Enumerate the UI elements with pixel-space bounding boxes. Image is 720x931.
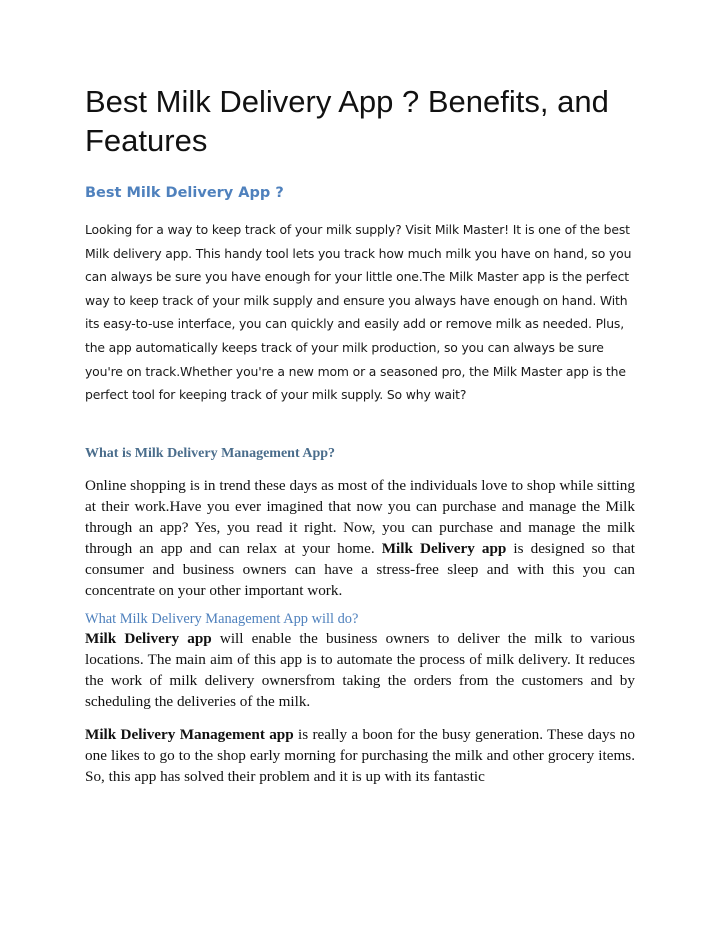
body-text: is designed so that consumer and business owners can have a stress-free sleep and with this you can concentrate on your other important work.: [85, 539, 635, 599]
section-heading-will-do: What Milk Delivery Management App will do?: [85, 610, 359, 627]
page-title: Best Milk Delivery App ? Benefits, and Features: [85, 84, 609, 158]
section-body-boon: [85, 724, 635, 787]
bold-term-milk-delivery-app: Milk Delivery app: [381, 539, 507, 557]
body-text: is really a boon for the busy generation. These days no one likes to go to the shop early morning for purchasing the milk and other grocery items. So, this app has solved their problem and it is up with its fantastic: [85, 725, 635, 785]
section-heading-best-app: Best Milk Delivery App ?: [85, 185, 284, 201]
section-body-will-do: [85, 628, 635, 712]
bold-term-milk-delivery-app: Milk Delivery app: [85, 629, 212, 647]
document-content: [85, 82, 635, 787]
section-heading-what-is: What is Milk Delivery Management App?: [85, 445, 336, 461]
section-body-what-is: [85, 475, 635, 601]
section-body-best-app: Looking for a way to keep track of your milk supply? Visit Milk Master! It is one of the best Milk delivery app. This handy tool lets you track how much milk you have on hand, so you can always be sure you have enough for your little one.The Milk Master app is the perfect way to keep track of your milk supply and ensure you always have enough on hand. With its easy-to-use interface, you can quickly and easily add or remove milk as needed. Plus, the app automatically keeps track of your milk production, so you can always be sure you're on track.Whether you're a new mom or a seasoned pro, the Milk Master app is the perfect tool for keeping track of your milk supply. So why wait?: [85, 222, 632, 403]
body-text: will enable the business owners to deliver the milk to various locations. The main aim of this app is to automate the process of milk delivery. It reduces the work of milk delivery ownersfrom taking the orders from the customers and by scheduling the deliveries of the milk.: [85, 629, 635, 710]
body-text: Online shopping is in trend these days as most of the individuals love to shop while sitting at their work.Have you ever imagined that now you can purchase and manage the Milk through an app? Yes, you read it right. Now, you can purchase and manage the milk through an app and can relax at your home.: [85, 476, 635, 557]
bold-term-management-app: Milk Delivery Management app: [85, 725, 294, 743]
